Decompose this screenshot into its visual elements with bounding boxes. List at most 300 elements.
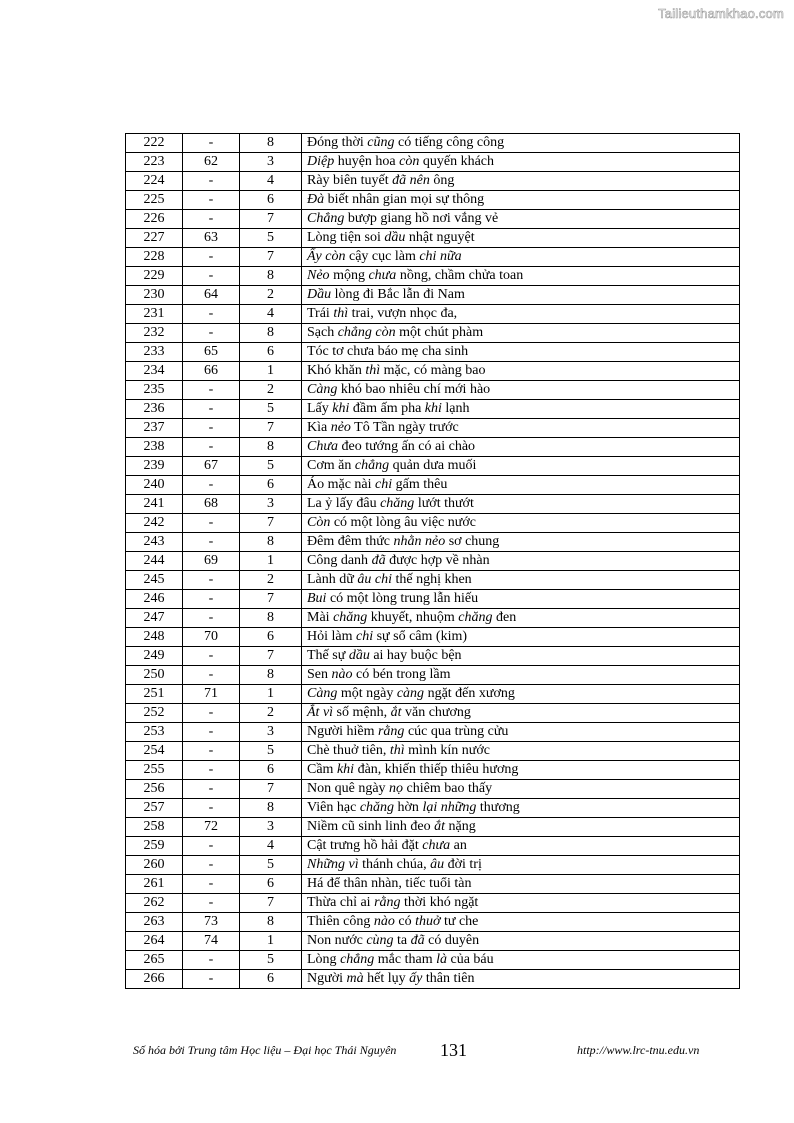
emphasized-word: cũng [367, 135, 395, 150]
line-number-cell: 7 [240, 590, 302, 609]
row-index-cell: 245 [126, 571, 183, 590]
poem-number-cell: - [183, 267, 240, 286]
table-row [126, 305, 740, 324]
table-row [126, 248, 740, 267]
verse-text: đàn, khiến thiếp thiêu hương [354, 762, 519, 777]
verse-text: khó bao nhiêu chí mới hào [337, 382, 491, 397]
verse-text: Sạch [307, 325, 338, 340]
verse-text: văn chương [401, 705, 471, 720]
verse-line-cell [302, 970, 740, 989]
verse-text: nhật nguyệt [405, 230, 475, 245]
poem-number-cell: - [183, 799, 240, 818]
table-row [126, 457, 740, 476]
verse-text: thánh chúa, [358, 857, 431, 872]
row-index-cell: 253 [126, 723, 183, 742]
line-number-cell: 8 [240, 438, 302, 457]
verse-text: ông [429, 173, 455, 188]
row-index-cell: 250 [126, 666, 183, 685]
verse-text: Lấy [307, 401, 333, 416]
poem-number-cell: 74 [183, 932, 240, 951]
row-index-cell: 223 [126, 153, 183, 172]
poem-number-cell: - [183, 571, 240, 590]
verse-line-cell [302, 913, 740, 932]
table-row [126, 134, 740, 153]
verse-line-cell [302, 799, 740, 818]
table-row [126, 799, 740, 818]
verse-text: Thế sự [307, 648, 349, 663]
verse-line-cell [302, 495, 740, 514]
verse-text: quản dưa muối [389, 458, 477, 473]
emphasized-word: chăng [359, 800, 395, 815]
line-number-cell: 7 [240, 210, 302, 229]
verse-text: Cật trưng hồ hải đặt [307, 838, 423, 853]
row-index-cell: 235 [126, 381, 183, 400]
row-index-cell: 229 [126, 267, 183, 286]
emphasized-word: Càng [307, 686, 338, 701]
emphasized-word: chăng [333, 610, 368, 625]
line-number-cell: 5 [240, 742, 302, 761]
verse-text: mắc tham [374, 952, 437, 967]
verse-text: thân tiên [422, 971, 475, 986]
row-index-cell: 239 [126, 457, 183, 476]
poem-number-cell: - [183, 248, 240, 267]
verse-text: hờn [394, 800, 423, 815]
line-number-cell: 7 [240, 419, 302, 438]
emphasized-word: dầu [348, 648, 370, 663]
poem-number-cell: 65 [183, 343, 240, 362]
emphasized-word: chăng [458, 610, 493, 625]
table-row [126, 590, 740, 609]
emphasized-word: đã nên [392, 173, 430, 188]
line-number-cell: 7 [240, 647, 302, 666]
poem-number-cell: - [183, 666, 240, 685]
verse-line-cell [302, 647, 740, 666]
emphasized-word: Đà [307, 192, 325, 207]
table-row [126, 514, 740, 533]
verse-text: Há để thân nhàn, tiếc tuổi tàn [307, 876, 472, 891]
emphasized-word: nào [331, 667, 353, 682]
verse-text: của báu [446, 952, 494, 967]
verse-text: lòng đi Bắc lẫn đi Nam [331, 287, 465, 302]
page-number: 131 [440, 1040, 467, 1060]
row-index-cell: 263 [126, 913, 183, 932]
verse-line-cell [302, 533, 740, 552]
table-row [126, 362, 740, 381]
table-row [126, 286, 740, 305]
table-row [126, 324, 740, 343]
verse-text: sự sổ câm (kim) [373, 629, 468, 644]
row-index-cell: 256 [126, 780, 183, 799]
verse-text: nồng, chầm chửa toan [396, 268, 524, 283]
verse-text: lạnh [441, 401, 470, 416]
poem-number-cell: - [183, 837, 240, 856]
emphasized-word: ấy [409, 971, 423, 986]
verse-text: Niềm cũ sinh linh đeo [307, 819, 435, 834]
verse-text: Thừa chỉ ai [307, 895, 375, 910]
verse-line-cell [302, 362, 740, 381]
verse-text: có một lòng trung lẫn hiếu [326, 591, 479, 606]
verse-line-cell [302, 476, 740, 495]
row-index-cell: 242 [126, 514, 183, 533]
emphasized-word: ắt [390, 705, 402, 720]
row-index-cell: 227 [126, 229, 183, 248]
verse-line-cell [302, 894, 740, 913]
verse-text: Tô Tần ngày trước [350, 420, 459, 435]
line-number-cell: 8 [240, 324, 302, 343]
verse-line-cell [302, 153, 740, 172]
table-row [126, 495, 740, 514]
emphasized-word: nhằn nẻo [393, 534, 446, 549]
line-number-cell: 6 [240, 628, 302, 647]
table-row [126, 343, 740, 362]
line-number-cell: 8 [240, 799, 302, 818]
verse-text: Viên hạc [307, 800, 360, 815]
emphasized-word: Ấy còn [307, 249, 346, 264]
verse-line-cell [302, 343, 740, 362]
verse-line-cell [302, 951, 740, 970]
table-row [126, 970, 740, 989]
verse-text: Kìa [307, 420, 331, 435]
verse-text: mộng [329, 268, 369, 283]
line-number-cell: 8 [240, 267, 302, 286]
verse-line-cell [302, 818, 740, 837]
emphasized-word: mà [346, 971, 364, 986]
verse-line-cell [302, 514, 740, 533]
table-row [126, 628, 740, 647]
verse-text: số mệnh, [333, 705, 391, 720]
poem-number-cell: - [183, 438, 240, 457]
verse-line-cell [302, 229, 740, 248]
emphasized-word: khi [332, 401, 350, 416]
line-number-cell: 2 [240, 286, 302, 305]
poem-number-cell: - [183, 856, 240, 875]
verse-text: Đêm đêm thức [307, 534, 394, 549]
verse-text: ta [393, 933, 411, 948]
verse-text: thời khó ngặt [400, 895, 479, 910]
row-index-cell: 234 [126, 362, 183, 381]
emphasized-word: nào [373, 914, 395, 929]
table-row [126, 419, 740, 438]
row-index-cell: 266 [126, 970, 183, 989]
poem-number-cell: - [183, 191, 240, 210]
poem-number-cell: - [183, 381, 240, 400]
table-row [126, 533, 740, 552]
poem-number-cell: - [183, 704, 240, 723]
row-index-cell: 226 [126, 210, 183, 229]
poem-number-cell: - [183, 609, 240, 628]
verse-text: được hợp về nhàn [385, 553, 490, 568]
verse-text: trai, vượn nhọc đa, [348, 306, 458, 321]
emphasized-word: chưa [368, 268, 397, 283]
table-row [126, 229, 740, 248]
verse-text: ai hay buộc bện [369, 648, 462, 663]
table-row [126, 191, 740, 210]
row-index-cell: 264 [126, 932, 183, 951]
emphasized-word: chi [375, 477, 393, 492]
table-row [126, 742, 740, 761]
verse-text: có duyên [424, 933, 480, 948]
footer-digitized-by: Số hóa bởi Trung tâm Học liệu – Đại học Thái Nguyên [133, 1043, 397, 1057]
verse-text: có [394, 914, 416, 929]
poem-number-cell: - [183, 533, 240, 552]
verse-text: có tiếng công công [394, 135, 505, 150]
row-index-cell: 244 [126, 552, 183, 571]
table-row [126, 666, 740, 685]
verse-text: Trái [307, 306, 334, 321]
row-index-cell: 236 [126, 400, 183, 419]
poem-number-cell: - [183, 400, 240, 419]
poem-number-cell: 72 [183, 818, 240, 837]
emphasized-word: Nẻo [307, 268, 330, 283]
poem-number-cell: 70 [183, 628, 240, 647]
emphasized-word: Bui [307, 591, 327, 606]
row-index-cell: 228 [126, 248, 183, 267]
table-row [126, 571, 740, 590]
table-row [126, 552, 740, 571]
emphasized-word: càng [396, 686, 425, 701]
verse-text: Lòng tiện soi [307, 230, 385, 245]
row-index-cell: 225 [126, 191, 183, 210]
verse-text: thương [476, 800, 520, 815]
poem-number-cell: - [183, 761, 240, 780]
emphasized-word: chẳng [340, 952, 375, 967]
verse-text: Lành dữ [307, 572, 358, 587]
emphasized-word: còn [399, 154, 420, 169]
line-number-cell: 8 [240, 913, 302, 932]
verse-text: Người hiềm [307, 724, 378, 739]
verse-text: Người [307, 971, 347, 986]
verse-text: thế nghị khen [391, 572, 472, 587]
poem-number-cell: - [183, 875, 240, 894]
poem-number-cell: - [183, 476, 240, 495]
verse-text: Mài [307, 610, 334, 625]
verse-line-cell [302, 666, 740, 685]
row-index-cell: 249 [126, 647, 183, 666]
table-row [126, 723, 740, 742]
line-number-cell: 3 [240, 153, 302, 172]
row-index-cell: 258 [126, 818, 183, 837]
row-index-cell: 241 [126, 495, 183, 514]
emphasized-word: chi [356, 629, 374, 644]
emphasized-word: đã [371, 553, 386, 568]
row-index-cell: 240 [126, 476, 183, 495]
emphasized-word: dầu [384, 230, 406, 245]
verse-text: đời trị [444, 857, 482, 872]
verse-text: La ỷ lấy đâu [307, 496, 381, 511]
table-row [126, 438, 740, 457]
row-index-cell: 222 [126, 134, 183, 153]
verse-text: có bén trong lầm [352, 667, 451, 682]
verse-line-cell [302, 267, 740, 286]
row-index-cell: 262 [126, 894, 183, 913]
verse-text: Chè thuở tiên, [307, 743, 390, 758]
emphasized-word: cùng [366, 933, 394, 948]
table-row [126, 172, 740, 191]
verse-text: có một lòng âu việc nước [330, 515, 476, 530]
table-row [126, 609, 740, 628]
table-row [126, 381, 740, 400]
row-index-cell: 252 [126, 704, 183, 723]
verse-line-cell [302, 685, 740, 704]
emphasized-word: chăng [380, 496, 415, 511]
poem-number-cell: - [183, 514, 240, 533]
verse-text: huyện hoa [334, 154, 400, 169]
row-index-cell: 260 [126, 856, 183, 875]
row-index-cell: 251 [126, 685, 183, 704]
verse-text: cúc qua trùng cửu [404, 724, 509, 739]
verse-line-cell [302, 248, 740, 267]
verse-line-cell [302, 134, 740, 153]
row-index-cell: 261 [126, 875, 183, 894]
verse-line-cell [302, 742, 740, 761]
verse-line-cell [302, 609, 740, 628]
table-row [126, 780, 740, 799]
line-number-cell: 8 [240, 666, 302, 685]
poem-number-cell: 73 [183, 913, 240, 932]
verse-text: Áo mặc nài [307, 477, 376, 492]
emphasized-word: chi nữa [419, 249, 462, 264]
verse-line-cell [302, 191, 740, 210]
emphasized-word: Càng [307, 382, 338, 397]
verse-line-cell [302, 856, 740, 875]
verse-text: gấm thêu [392, 477, 448, 492]
table-row [126, 894, 740, 913]
verse-line-cell [302, 837, 740, 856]
emphasized-word: khi [336, 762, 355, 777]
row-index-cell: 248 [126, 628, 183, 647]
verse-line-cell [302, 628, 740, 647]
verse-text: Rày biên tuyết [307, 173, 393, 188]
line-number-cell: 2 [240, 704, 302, 723]
verse-text: mình kín nước [404, 743, 490, 758]
verse-line-cell [302, 324, 740, 343]
row-index-cell: 259 [126, 837, 183, 856]
verse-text: khuyết, nhuộm [367, 610, 459, 625]
verse-text: hết lụy [363, 971, 410, 986]
poem-number-cell: 63 [183, 229, 240, 248]
emphasized-word: thì [365, 363, 381, 378]
verse-line-cell [302, 381, 740, 400]
table-row [126, 647, 740, 666]
verse-text: Cơm ăn [307, 458, 355, 473]
line-number-cell: 6 [240, 191, 302, 210]
row-index-cell: 257 [126, 799, 183, 818]
verse-text: Công danh [307, 553, 372, 568]
emphasized-word: âu [430, 857, 445, 872]
verse-text: sơ chung [445, 534, 500, 549]
line-number-cell: 7 [240, 248, 302, 267]
emphasized-word: lại những [422, 800, 477, 815]
verse-text: ngặt đến xương [424, 686, 515, 701]
line-number-cell: 7 [240, 514, 302, 533]
line-number-cell: 5 [240, 457, 302, 476]
row-index-cell: 254 [126, 742, 183, 761]
line-number-cell: 3 [240, 818, 302, 837]
verse-text: một ngày [337, 686, 397, 701]
verse-text: Khó khăn [307, 363, 366, 378]
line-number-cell: 3 [240, 495, 302, 514]
emphasized-word: Diệp [307, 154, 335, 169]
verse-line-cell [302, 571, 740, 590]
line-number-cell: 5 [240, 400, 302, 419]
table-row [126, 932, 740, 951]
emphasized-word: Dầu [307, 287, 332, 302]
poem-number-cell: - [183, 134, 240, 153]
verse-line-cell [302, 400, 740, 419]
line-number-cell: 1 [240, 552, 302, 571]
emphasized-word: nọ [389, 781, 404, 796]
line-number-cell: 5 [240, 229, 302, 248]
line-number-cell: 4 [240, 305, 302, 324]
verse-text: Non nước [307, 933, 367, 948]
poem-number-cell: 66 [183, 362, 240, 381]
line-number-cell: 6 [240, 476, 302, 495]
verse-line-cell [302, 875, 740, 894]
verse-text: chiêm bao thấy [403, 781, 493, 796]
verse-text: an [450, 838, 467, 853]
emphasized-word: ắt [434, 819, 446, 834]
table-row [126, 210, 740, 229]
line-number-cell: 7 [240, 780, 302, 799]
table-row [126, 400, 740, 419]
footer-url[interactable]: http://www.lrc-tnu.edu.vn [577, 1043, 700, 1057]
emphasized-word: thuở [415, 914, 441, 929]
poem-number-cell: 69 [183, 552, 240, 571]
row-index-cell: 232 [126, 324, 183, 343]
line-number-cell: 7 [240, 894, 302, 913]
poem-number-cell: - [183, 951, 240, 970]
verse-text: Tóc tơ chưa báo mẹ cha sinh [307, 344, 469, 359]
verse-line-cell [302, 457, 740, 476]
line-number-cell: 6 [240, 875, 302, 894]
table-row [126, 704, 740, 723]
emphasized-word: rằng [377, 724, 405, 739]
row-index-cell: 247 [126, 609, 183, 628]
line-number-cell: 2 [240, 381, 302, 400]
row-index-cell: 238 [126, 438, 183, 457]
poem-number-cell: - [183, 210, 240, 229]
verse-text: đeo tướng ấn có ai chào [337, 439, 476, 454]
verse-line-cell [302, 286, 740, 305]
verse-line-cell [302, 172, 740, 191]
row-index-cell: 243 [126, 533, 183, 552]
line-number-cell: 5 [240, 856, 302, 875]
emphasized-word: âu chi [357, 572, 392, 587]
table-row [126, 476, 740, 495]
poem-number-cell: 67 [183, 457, 240, 476]
poem-number-cell: 62 [183, 153, 240, 172]
table-row [126, 685, 740, 704]
poem-number-cell: - [183, 970, 240, 989]
row-index-cell: 265 [126, 951, 183, 970]
row-index-cell: 230 [126, 286, 183, 305]
verse-text: quyến khách [419, 154, 495, 169]
table-row [126, 951, 740, 970]
poem-number-cell: 68 [183, 495, 240, 514]
table-row [126, 856, 740, 875]
emphasized-word: rằng [374, 895, 401, 910]
line-number-cell: 1 [240, 932, 302, 951]
verse-line-cell [302, 438, 740, 457]
poem-number-cell: 64 [183, 286, 240, 305]
emphasized-word: thì [389, 743, 405, 758]
verse-line-cell [302, 932, 740, 951]
line-number-cell: 8 [240, 533, 302, 552]
verse-text: mặc, có màng bao [380, 363, 486, 378]
verse-text: Đóng thời [307, 135, 368, 150]
verse-line-cell [302, 723, 740, 742]
table-row [126, 267, 740, 286]
